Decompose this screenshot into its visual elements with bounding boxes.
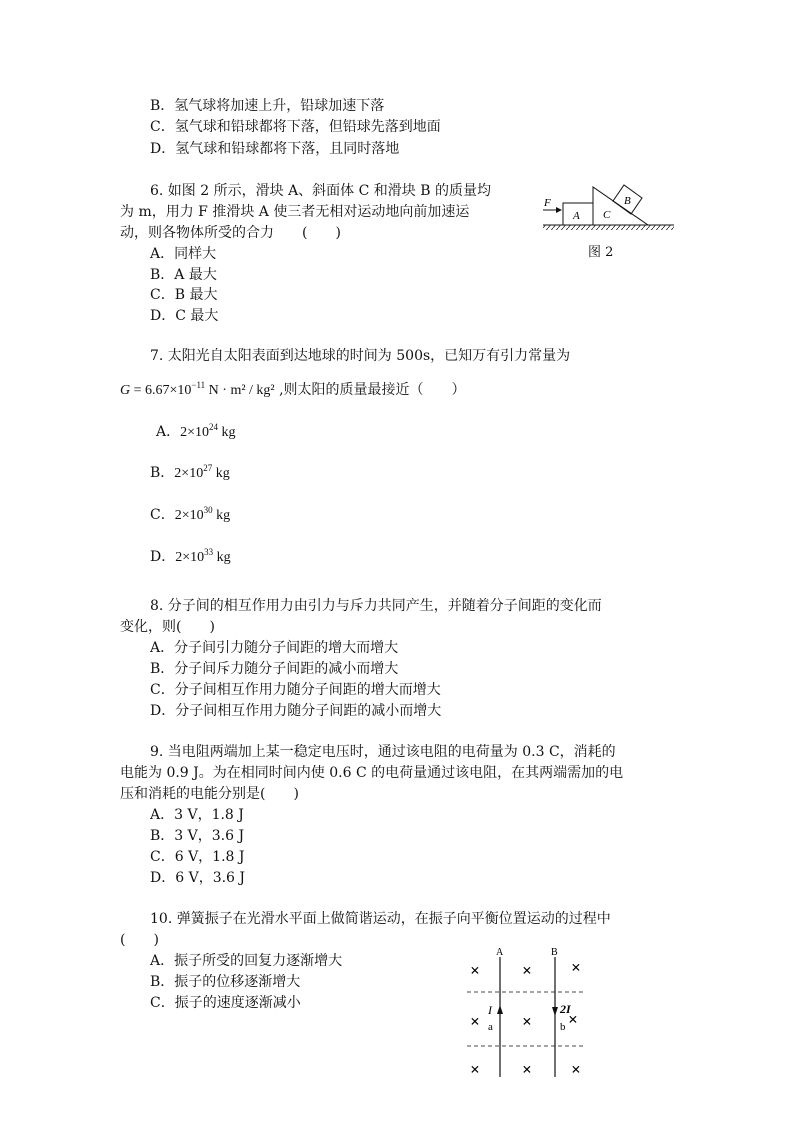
q9-option-a: A．3 V，1.8 J — [150, 807, 244, 823]
field-mark: × — [470, 1060, 480, 1079]
q5-option-d: D．氢气球和铅球都将下落，且同时落地 — [150, 141, 400, 157]
figure-2-label-f: F — [544, 197, 551, 209]
q9-option-d: D．6 V，3.6 J — [150, 870, 246, 886]
q7-constant-value: = 6.67×10 — [130, 383, 192, 398]
q8-option-a: A．分子间引力随分子间距的增大而增大 — [150, 640, 399, 656]
q7-option-c: C．$2\times 10^{30}$ kg — [150, 505, 231, 523]
q9-option-b: B．3 V，3.6 J — [150, 828, 245, 844]
q6-stem-line-2: 为 m，用力 F 推滑块 A 使三者无相对运动地向前加速运 — [120, 204, 470, 220]
q7-constant-symbol: G — [120, 383, 131, 398]
q5-option-c: C．氢气球和铅球都将下落，但铅球先落到地面 — [150, 119, 441, 135]
field-mark: × — [571, 1060, 581, 1079]
q7-option-b: B．$2\times 10^{27}$ kg — [150, 463, 230, 481]
figure-2-label-a: A — [573, 210, 580, 222]
q6-stem-line-1: 6. 如图 2 所示，滑块 A、斜面体 C 和滑块 B 的质量均 — [150, 183, 491, 199]
wire-b-point-label: b — [560, 1021, 566, 1033]
q5-option-b: B．氢气球将加速上升，铅球加速下落 — [150, 98, 385, 114]
q8-stem-line-1: 8. 分子间的相互作用力由引力与斥力共同产生，并随着分子间距的变化而 — [150, 598, 602, 614]
q7-constant-exponent: −11 — [191, 380, 206, 390]
figure-2-label-c: C — [603, 209, 611, 221]
q7-constant-unit: N · m² / kg² — [205, 383, 275, 398]
q8-stem-line-2: 变化，则( ) — [120, 619, 215, 635]
q10-option-a: A．振子所受的回复力逐渐增大 — [150, 953, 343, 969]
field-mark: × — [522, 1060, 532, 1079]
q8-option-d: D．分子间相互作用力随分子间距的减小而增大 — [150, 703, 442, 719]
q7-stem-line-1: 7. 太阳光自太阳表面到达地球的时间为 500s，已知万有引力常量为 — [150, 348, 571, 364]
q6-stem-line-3: 动，则各物体所受的合力 ( ) — [120, 225, 341, 241]
figure-2-blocks-on-incline — [538, 180, 678, 240]
q10-stem-line-1: 10. 弹簧振子在光滑水平面上做简谐运动，在振子向平衡位置运动的过程中 — [150, 911, 611, 927]
q7-stem-tail: ,则太阳的质量最接近（ ） — [274, 382, 466, 398]
current-a-label: I — [488, 1003, 492, 1017]
field-mark: × — [522, 1012, 532, 1031]
q8-option-c: C．分子间相互作用力随分子间距的增大而增大 — [150, 682, 441, 698]
q9-stem-line-2: 电能为 0.9 J。为在相同时间内使 0.6 C 的电荷量通过该电阻，在其两端需加的电 — [120, 765, 624, 781]
q9-option-c: C．6 V，1.8 J — [150, 849, 245, 865]
wire-a-point-label: a — [488, 1021, 493, 1033]
wire-a-label: A — [496, 947, 504, 958]
field-mark: × — [571, 958, 581, 977]
figure-parallel-wires-magnetic-field — [455, 943, 595, 1083]
q6-option-c: C．B 最大 — [150, 287, 218, 303]
field-mark: × — [522, 961, 532, 980]
wire-b-label: B — [551, 947, 558, 958]
field-mark: × — [568, 1010, 578, 1029]
current-b-label: 2I — [560, 1002, 571, 1016]
field-mark: × — [470, 1012, 480, 1031]
q7-option-a: A．$2\times 10^{24}$ kg — [156, 422, 236, 440]
q6-option-d: D．C 最大 — [150, 308, 219, 324]
q10-stem-line-2: ( ) — [120, 932, 159, 948]
q10-option-b: B．振子的位移逐渐增大 — [150, 974, 301, 990]
q10-option-c: C．振子的速度逐渐减小 — [150, 995, 301, 1011]
q6-option-b: B．A 最大 — [150, 267, 217, 283]
q8-option-b: B．分子间斥力随分子间距的减小而增大 — [150, 661, 399, 677]
q9-stem-line-1: 9. 当电阻两端加上某一稳定电压时，通过该电阻的电荷量为 0.3 C，消耗的 — [150, 744, 616, 760]
q9-stem-line-3: 压和消耗的电能分别是( ) — [120, 786, 299, 802]
field-mark: × — [470, 961, 480, 980]
q6-option-a: A．同样大 — [150, 246, 217, 262]
figure-2-label-b: B — [624, 195, 631, 207]
q7-formula-line — [120, 379, 466, 399]
q7-option-d: D．$2\times 10^{33}$ kg — [150, 547, 231, 565]
figure-2-caption: 图 2 — [588, 245, 614, 260]
